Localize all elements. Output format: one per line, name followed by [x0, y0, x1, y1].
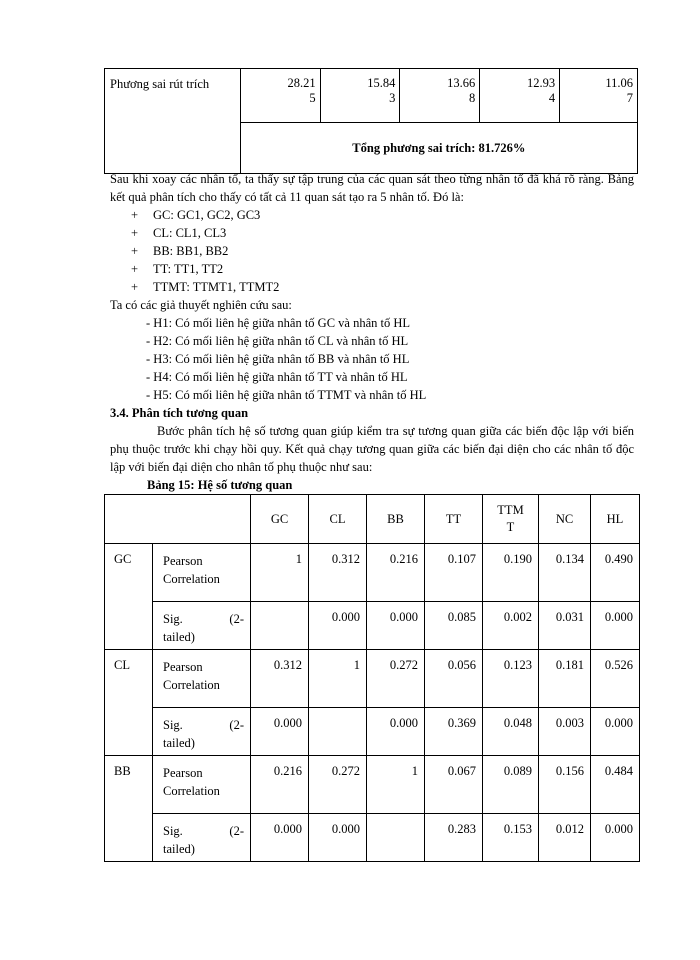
sig-cell: 0.369 [425, 708, 483, 756]
hypothesis-item: - H1: Có mối liên hệ giữa nhân tố GC và nhân tố HL [146, 316, 411, 330]
sig-label: Sig. (2- tailed) [153, 708, 251, 756]
sig-cell: 0.000 [367, 602, 425, 650]
sig-cell: 0.000 [591, 708, 640, 756]
col-header-hl: HL [591, 495, 640, 544]
hypothesis-item: - H4: Có mối liên hệ giữa nhân tố TT và nhân tố HL [146, 370, 408, 384]
pearson-cell: 0.156 [539, 756, 591, 814]
hypothesis-item: - H5: Có mối liên hệ giữa nhân tố TTMT và nhân tố HL [146, 388, 427, 402]
sig-cell [367, 814, 425, 862]
variance-value: 11.06 7 [560, 69, 638, 123]
pearson-cell: 0.190 [483, 544, 539, 602]
section-heading: 3.4. Phân tích tương quan [110, 406, 249, 420]
pearson-cell: 0.490 [591, 544, 640, 602]
table-caption: Bảng 15: Hệ số tương quan [147, 478, 293, 492]
row-label: GC [105, 544, 153, 650]
total-variance: Tổng phương sai trích: 81.726% [240, 123, 637, 174]
correlation-table [104, 494, 640, 862]
table-row [105, 756, 640, 814]
hypothesis-item: - H2: Có mối liên hệ giữa nhân tố CL và nhân tố HL [146, 334, 409, 348]
sig-cell: 0.000 [251, 708, 309, 756]
col-header-ttmt: TTM T [483, 495, 539, 544]
sig-cell: 0.000 [309, 814, 367, 862]
bullet-item: + TTMT: TTMT1, TTMT2 [131, 280, 280, 294]
pearson-cell: 0.272 [309, 756, 367, 814]
hypothesis-item: - H3: Có mối liên hệ giữa nhân tố BB và nhân tố HL [146, 352, 410, 366]
sig-cell: 0.048 [483, 708, 539, 756]
variance-value: 13.66 8 [400, 69, 480, 123]
hypotheses-intro: Ta có các giả thuyết nghiên cứu sau: [110, 298, 292, 312]
pearson-label: Pearson Correlation [153, 544, 251, 602]
pearson-cell: 0.312 [251, 650, 309, 708]
table-row [105, 544, 640, 602]
pearson-cell: 1 [367, 756, 425, 814]
bullet-item: + BB: BB1, BB2 [131, 244, 229, 258]
sig-cell: 0.002 [483, 602, 539, 650]
pearson-label: Pearson Correlation [153, 756, 251, 814]
sig-cell: 0.153 [483, 814, 539, 862]
variance-value: 28.21 5 [240, 69, 320, 123]
sig-cell: 0.003 [539, 708, 591, 756]
table-row [105, 602, 640, 650]
table-row [105, 708, 640, 756]
col-header-gc: GC [251, 495, 309, 544]
sig-cell [309, 708, 367, 756]
pearson-cell: 0.216 [367, 544, 425, 602]
variance-label: Phương sai rút trích [105, 69, 241, 174]
sig-cell: 0.283 [425, 814, 483, 862]
paragraph-correlation: Bước phân tích hệ số tương quan giúp kiểm tra sự tương quan giữa các biến độc lập với biến phụ thuộc trước khi chạy hồi quy. Kết quả chạy tương quan giữa các biến đại diện cho các nhân tố độc lập với biến đại diện cho nhân tố phụ thuộc như sau: [110, 424, 634, 474]
pearson-cell: 0.484 [591, 756, 640, 814]
bullet-item: + TT: TT1, TT2 [131, 262, 224, 276]
pearson-cell: 0.123 [483, 650, 539, 708]
sig-label: Sig. (2- tailed) [153, 814, 251, 862]
bullet-item: + GC: GC1, GC2, GC3 [131, 208, 261, 222]
sig-cell: 0.000 [367, 708, 425, 756]
pearson-label: Pearson Correlation [153, 650, 251, 708]
sig-cell: 0.012 [539, 814, 591, 862]
variance-table [104, 68, 638, 174]
table-row [105, 650, 640, 708]
pearson-cell: 1 [309, 650, 367, 708]
header-blank [105, 495, 251, 544]
paragraph-rotation: Sau khi xoay các nhân tố, ta thấy sự tập trung của các quan sát theo từng nhân tố đã khá rõ ràng. Bảng kết quả phân tích cho thấy có tất cả 11 quan sát tạo ra 5 nhân tố. Đó là: [110, 172, 634, 204]
pearson-cell: 0.067 [425, 756, 483, 814]
sig-cell [251, 602, 309, 650]
pearson-cell: 0.107 [425, 544, 483, 602]
col-header-tt: TT [425, 495, 483, 544]
col-header-nc: NC [539, 495, 591, 544]
table-row [105, 814, 640, 862]
pearson-cell: 0.056 [425, 650, 483, 708]
sig-cell: 0.031 [539, 602, 591, 650]
sig-cell: 0.000 [251, 814, 309, 862]
pearson-cell: 0.312 [309, 544, 367, 602]
pearson-cell: 0.089 [483, 756, 539, 814]
variance-value: 15.84 3 [320, 69, 400, 123]
bullet-item: + CL: CL1, CL3 [131, 226, 227, 240]
variance-value: 12.93 4 [480, 69, 560, 123]
col-header-cl: CL [309, 495, 367, 544]
pearson-cell: 1 [251, 544, 309, 602]
pearson-cell: 0.134 [539, 544, 591, 602]
pearson-cell: 0.181 [539, 650, 591, 708]
row-label: CL [105, 650, 153, 756]
sig-cell: 0.000 [591, 814, 640, 862]
col-header-bb: BB [367, 495, 425, 544]
pearson-cell: 0.216 [251, 756, 309, 814]
sig-cell: 0.085 [425, 602, 483, 650]
pearson-cell: 0.272 [367, 650, 425, 708]
row-label: BB [105, 756, 153, 862]
pearson-cell: 0.526 [591, 650, 640, 708]
sig-cell: 0.000 [591, 602, 640, 650]
sig-label: Sig. (2- tailed) [153, 602, 251, 650]
sig-cell: 0.000 [309, 602, 367, 650]
